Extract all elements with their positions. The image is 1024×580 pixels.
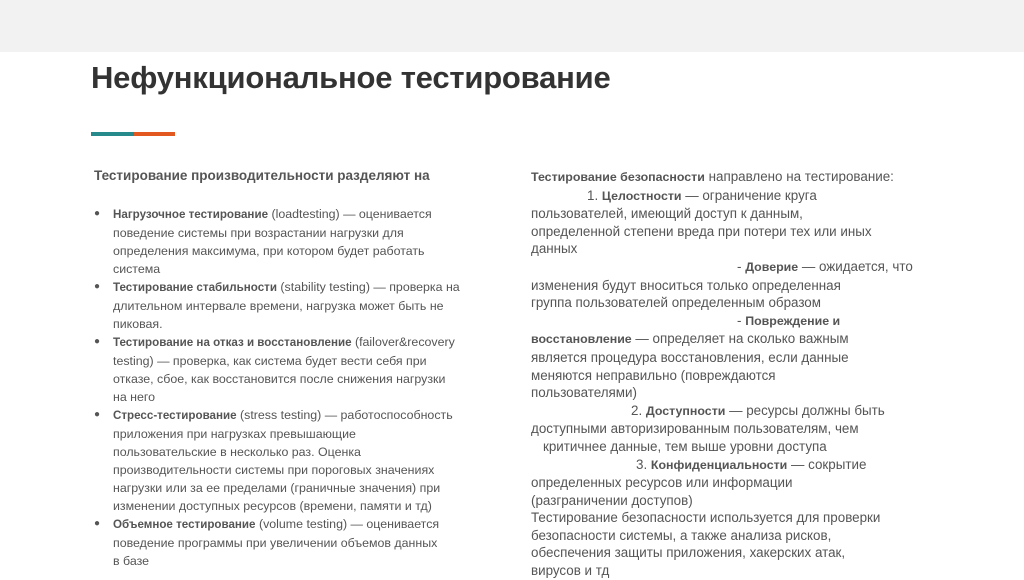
bullet-icon: ● xyxy=(94,409,101,420)
text-line: Тестирование безопасности используется для проверки xyxy=(531,510,881,526)
item-text: производительности системы при пороговых значениях xyxy=(113,463,435,477)
list-item-stress-testing xyxy=(94,406,504,515)
text-line: безопасности системы, а также анализа рисков, xyxy=(531,527,832,543)
term: Целостности xyxy=(601,188,682,203)
number: 2. xyxy=(631,402,646,418)
text-line: данных xyxy=(531,241,578,257)
text-line: группа пользователей определенным образом xyxy=(531,295,821,311)
confidentiality-point xyxy=(531,456,951,475)
accent-divider xyxy=(91,132,175,136)
term: Доступности xyxy=(645,403,726,418)
item-text: приложения при нагрузках превышающие xyxy=(113,427,356,441)
term: Объемное тестирование xyxy=(113,518,256,531)
item-text: (stress testing) — работоспособность xyxy=(236,408,453,422)
dash: - xyxy=(737,312,746,328)
term: Конфиденциальности xyxy=(650,457,788,472)
slide-title: Нефункциональное тестирование xyxy=(91,60,611,95)
text-line: пользователями) xyxy=(531,385,637,401)
item-text: поведение программы при увеличении объемов данных xyxy=(113,536,438,550)
text-line: обеспечения защиты приложения, хакерских атак, xyxy=(531,545,846,561)
top-bar xyxy=(0,0,1024,52)
performance-list xyxy=(94,205,504,570)
text: — определяет на сколько важным xyxy=(631,331,849,347)
text-line: критичнее данные, тем выше уровни доступа xyxy=(543,438,827,454)
trust-subpoint xyxy=(531,258,951,277)
text: — ресурсы должны быть xyxy=(725,402,885,418)
term: Тестирование на отказ и восстановление xyxy=(113,336,352,349)
term: Тестирование безопасности xyxy=(531,170,705,184)
item-text: testing) — проверка, как система будет вести себя при xyxy=(113,354,427,368)
text-line: определенных ресурсов или информации xyxy=(531,475,793,491)
number: 3. xyxy=(636,456,651,472)
text-line: доступными авторизированным пользователям, чем xyxy=(531,421,859,437)
text: — сокрытие xyxy=(787,456,867,472)
term: Нагрузочное тестирование xyxy=(113,208,269,221)
item-text: система xyxy=(113,262,161,276)
item-text: (volume testing) — оценивается xyxy=(255,517,440,531)
bullet-icon: ● xyxy=(94,336,101,347)
item-text: (failover&recovery xyxy=(351,335,455,349)
number: 1. xyxy=(587,187,602,203)
recovery-line xyxy=(531,330,951,349)
item-text: нагрузки или за ее пределами (граничные значения) при xyxy=(113,481,441,495)
text-line: (разграничении доступов) xyxy=(531,492,693,508)
text-line: пользователей, имеющий доступ к данным, xyxy=(531,206,803,222)
damage-subpoint xyxy=(531,312,951,331)
list-item-volume-testing xyxy=(94,515,504,570)
text: — ограничение круга xyxy=(681,187,817,203)
accent-orange-segment xyxy=(134,132,175,136)
item-text: на него xyxy=(113,390,156,404)
list-item-failover-testing xyxy=(94,333,504,406)
list-item-stability-testing xyxy=(94,278,504,333)
term: восстановление xyxy=(531,332,632,347)
security-testing-section xyxy=(531,168,951,580)
security-intro xyxy=(531,168,951,187)
accent-teal-segment xyxy=(91,132,134,136)
bullet-icon: ● xyxy=(94,208,101,219)
text-line: определенной степени вреда при потери тех или иных xyxy=(531,223,872,239)
performance-testing-section xyxy=(94,168,504,570)
item-text: изменении доступных ресурсов (времени, памяти и тд) xyxy=(113,499,432,513)
text: направлено на тестирование: xyxy=(704,169,894,184)
item-text: длительном интервале времени, нагрузка может быть не xyxy=(113,299,444,313)
list-item-load-testing xyxy=(94,205,504,278)
text-line: изменения будут вноситься только определенная xyxy=(531,277,841,293)
integrity-point xyxy=(531,187,951,206)
term: Доверие xyxy=(745,259,799,274)
term: Тестирование стабильности xyxy=(113,281,277,294)
item-text: отказе, сбое, как восстановится после снижения нагрузки xyxy=(113,372,446,386)
term: Повреждение и xyxy=(745,313,841,328)
text-line: является процедура восстановления, если данные xyxy=(531,349,849,365)
performance-heading: Тестирование производительности разделяют на xyxy=(94,168,430,183)
text-line: меняются неправильно (повреждаются xyxy=(531,367,776,383)
item-text: определения максимума, при котором будет работать xyxy=(113,244,425,258)
text: — ожидается, что xyxy=(798,258,913,274)
text-line: вирусов и тд xyxy=(531,563,610,579)
item-text: пиковая. xyxy=(113,317,163,331)
item-text: в базе xyxy=(113,554,150,568)
availability-point xyxy=(531,402,951,421)
term: Стресс-тестирование xyxy=(113,409,237,422)
bullet-icon: ● xyxy=(94,281,101,292)
item-text: (stability testing) — проверка на xyxy=(276,280,460,294)
item-text: пользовательские в несколько раз. Оценка xyxy=(113,445,361,459)
item-text: (loadtesting) — оценивается xyxy=(268,207,432,221)
dash: - xyxy=(737,258,746,274)
item-text: поведение системы при возрастании нагрузки для xyxy=(113,226,404,240)
bullet-icon: ● xyxy=(94,518,101,529)
